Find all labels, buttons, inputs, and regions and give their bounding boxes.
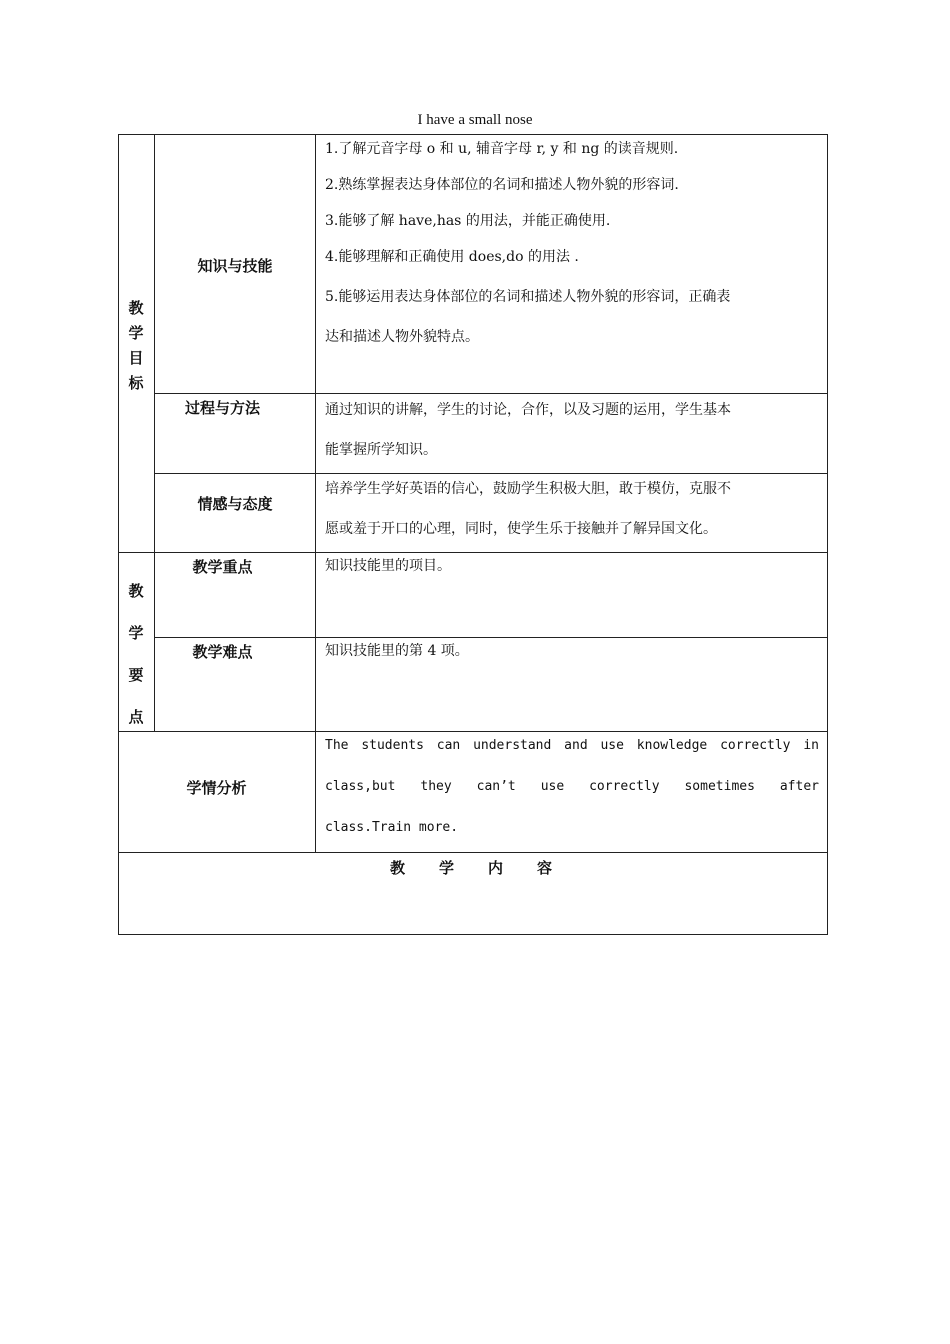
objectives-header-char: 目	[128, 349, 144, 367]
key-points-header-char: 要	[128, 666, 144, 684]
knowledge-items	[325, 131, 820, 355]
knowledge-label: 知识与技能	[197, 257, 273, 275]
emotion-line: 培养学生学好英语的信心，鼓励学生积极大胆，敢于模仿，克服不	[325, 481, 731, 497]
objectives-header	[126, 296, 146, 396]
key-points-header-char: 教	[128, 582, 144, 600]
knowledge-item: 2.熟练掌握表达身体部位的名词和描述人物外貌的形容词.	[325, 177, 679, 193]
document-title: I have a small nose	[417, 112, 533, 128]
knowledge-item: 5.能够运用表达身体部位的名词和描述人物外貌的形容词，正确表	[325, 289, 731, 305]
analysis-text	[325, 725, 819, 848]
knowledge-item: 3.能够了解 have,has 的用法，并能正确使用.	[325, 213, 611, 229]
analysis-line: class,but they can’t use correctly sometimes after	[325, 779, 819, 794]
process-label: 过程与方法	[184, 399, 260, 417]
key-points-header-char: 学	[128, 624, 144, 642]
process-line: 通过知识的讲解，学生的讨论，合作，以及习题的运用，学生基本	[325, 402, 731, 418]
emotion-label: 情感与态度	[197, 495, 273, 513]
difficulty-text: 知识技能里的第 4 项。	[325, 643, 469, 659]
key-points-header-char: 点	[128, 708, 144, 726]
emotion-line: 愿或羞于开口的心理，同时，使学生乐于接触并了解异国文化。	[325, 521, 717, 537]
analysis-line: The students can understand and use knowledge correctly in	[325, 738, 819, 753]
knowledge-item: 1.了解元音字母 o 和 u, 辅音字母 r, y 和 ng 的读音规则.	[325, 141, 679, 157]
process-line: 能掌握所学知识。	[325, 442, 437, 458]
objectives-header-char: 学	[128, 324, 144, 342]
analysis-label: 学情分析	[186, 779, 247, 797]
focus-text: 知识技能里的项目。	[325, 558, 451, 574]
difficulty-label: 教学难点	[192, 643, 253, 661]
process-text	[325, 390, 820, 470]
focus-label: 教学重点	[192, 558, 253, 576]
teaching-content-heading: 教学内容	[390, 859, 587, 877]
key-points-header	[126, 570, 146, 738]
knowledge-item: 4.能够理解和正确使用 does,do 的用法 .	[325, 249, 579, 265]
knowledge-item: 达和描述人物外貌特点。	[325, 329, 479, 345]
emotion-text	[325, 469, 820, 549]
analysis-line: class.Train more.	[325, 820, 459, 835]
objectives-header-char: 标	[128, 374, 144, 392]
objectives-header-char: 教	[128, 299, 144, 317]
